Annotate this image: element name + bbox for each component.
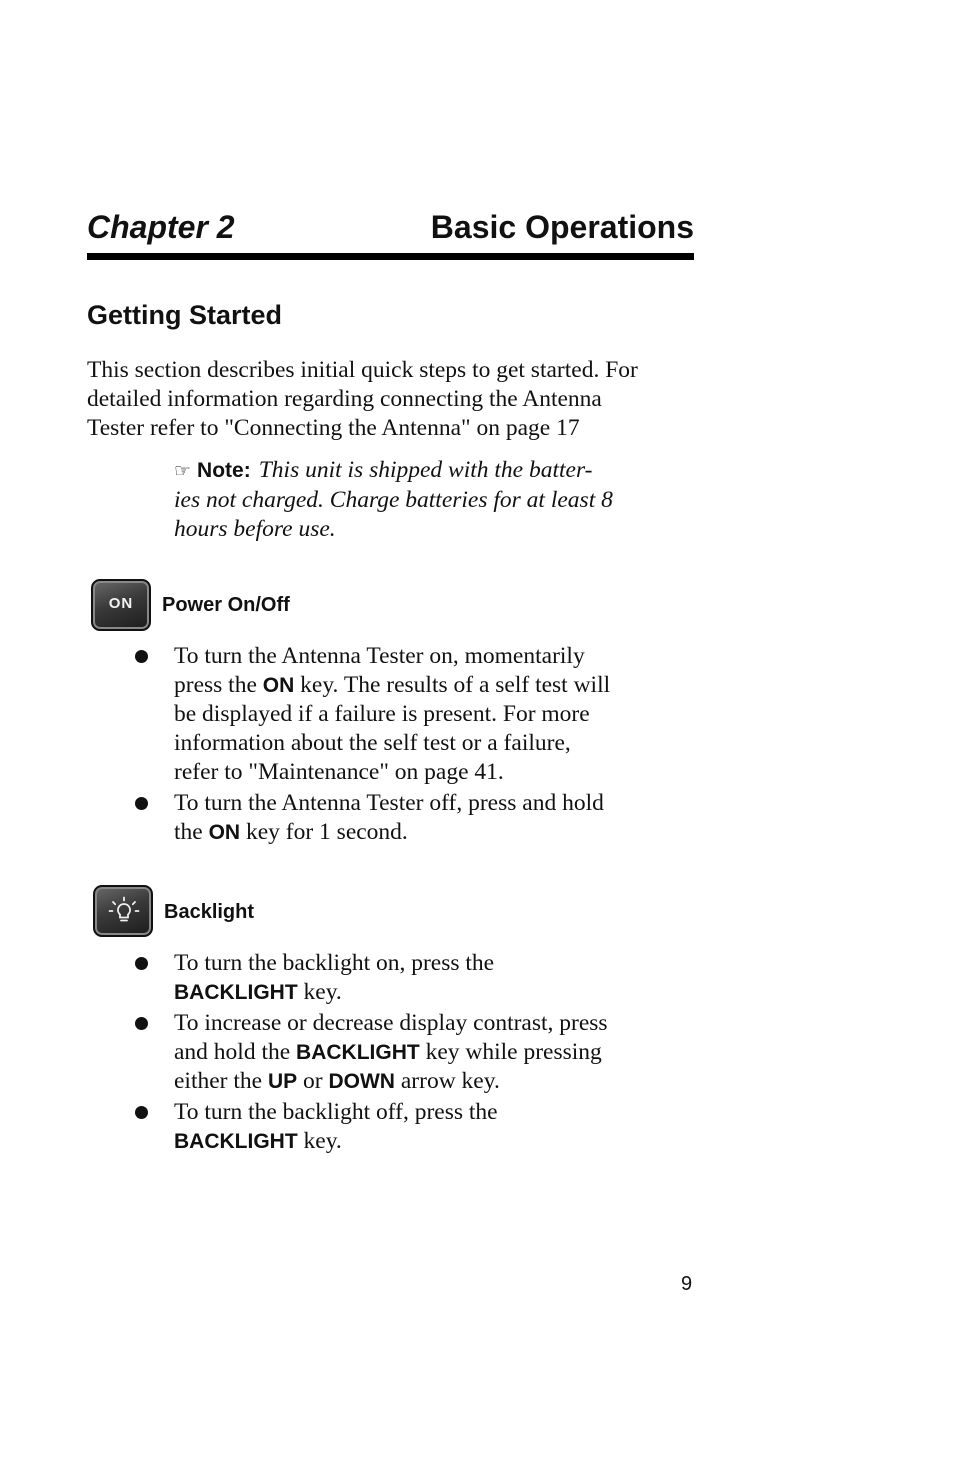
intro-line: This section describes initial quick steps to get started. For <box>87 357 638 383</box>
intro-line: detailed information regarding connecting the Antenna <box>87 386 602 412</box>
on-key-icon <box>91 579 151 631</box>
item-text: the <box>174 819 209 845</box>
item-text: key. The results of a self test will <box>294 672 611 698</box>
on-key-label: ON <box>108 595 134 612</box>
item-text: To turn the Antenna Tester on, momentarily <box>174 643 585 669</box>
list-item <box>0 789 694 847</box>
key-name: DOWN <box>328 1070 395 1093</box>
note-text: ies not charged. Charge batteries for at least 8 <box>174 487 613 513</box>
key-name: ON <box>208 821 241 844</box>
bullet-icon <box>135 650 148 663</box>
chapter-header <box>87 205 694 261</box>
item-text: To increase or decrease display contrast, press <box>174 1010 608 1036</box>
list-item <box>0 949 694 1007</box>
list-item <box>0 642 694 787</box>
pointing-hand-icon: ☞ <box>174 460 192 482</box>
item-text: key while pressing <box>419 1039 602 1065</box>
item-text: key for 1 second. <box>240 819 408 845</box>
key-name: ON <box>262 674 295 697</box>
page-number: 9 <box>681 1273 693 1295</box>
section-heading: Getting Started <box>87 300 283 330</box>
list-item <box>0 1098 694 1156</box>
backlight-heading: Backlight <box>164 901 255 923</box>
item-text: or <box>297 1068 329 1094</box>
item-text: To turn the backlight on, press the <box>174 950 495 976</box>
key-name: BACKLIGHT <box>174 981 298 1004</box>
item-text: refer to "Maintenance" on page 41. <box>174 759 504 785</box>
key-name: UP <box>267 1070 298 1093</box>
item-text: information about the self test or a failure, <box>174 730 571 756</box>
note-text: This unit is shipped with the batter- <box>258 457 593 483</box>
item-text: press the <box>174 672 263 698</box>
item-text: To turn the backlight off, press the <box>174 1099 498 1125</box>
chapter-label: Chapter 2 <box>87 209 235 245</box>
bullet-icon <box>135 1106 148 1119</box>
intro-paragraph <box>87 356 697 443</box>
note-text: hours before use. <box>174 516 336 542</box>
list-item <box>0 1009 694 1096</box>
item-text: either the <box>174 1068 268 1094</box>
item-text: arrow key. <box>394 1068 500 1094</box>
key-name: BACKLIGHT <box>296 1041 420 1064</box>
item-text: key. <box>297 979 342 1005</box>
note-label: Note: <box>197 459 251 482</box>
chapter-title: Basic Operations <box>430 209 694 245</box>
key-name: BACKLIGHT <box>174 1130 298 1153</box>
power-list <box>0 642 694 847</box>
intro-line: Tester refer to "Connecting the Antenna" on page 17 <box>87 415 580 441</box>
backlight-list <box>0 949 694 1158</box>
note-block <box>174 456 699 544</box>
bullet-icon <box>135 797 148 810</box>
item-text: To turn the Antenna Tester off, press and hold <box>174 790 604 816</box>
chapter-rule <box>87 253 694 260</box>
item-text: and hold the <box>174 1039 297 1065</box>
power-heading: Power On/Off <box>162 594 290 616</box>
backlight-key-icon <box>93 885 153 937</box>
bullet-icon <box>135 1017 148 1030</box>
bullet-icon <box>135 957 148 970</box>
item-text: be displayed if a failure is present. For more <box>174 701 590 727</box>
lightbulb-icon <box>108 896 140 928</box>
item-text: key. <box>297 1128 342 1154</box>
